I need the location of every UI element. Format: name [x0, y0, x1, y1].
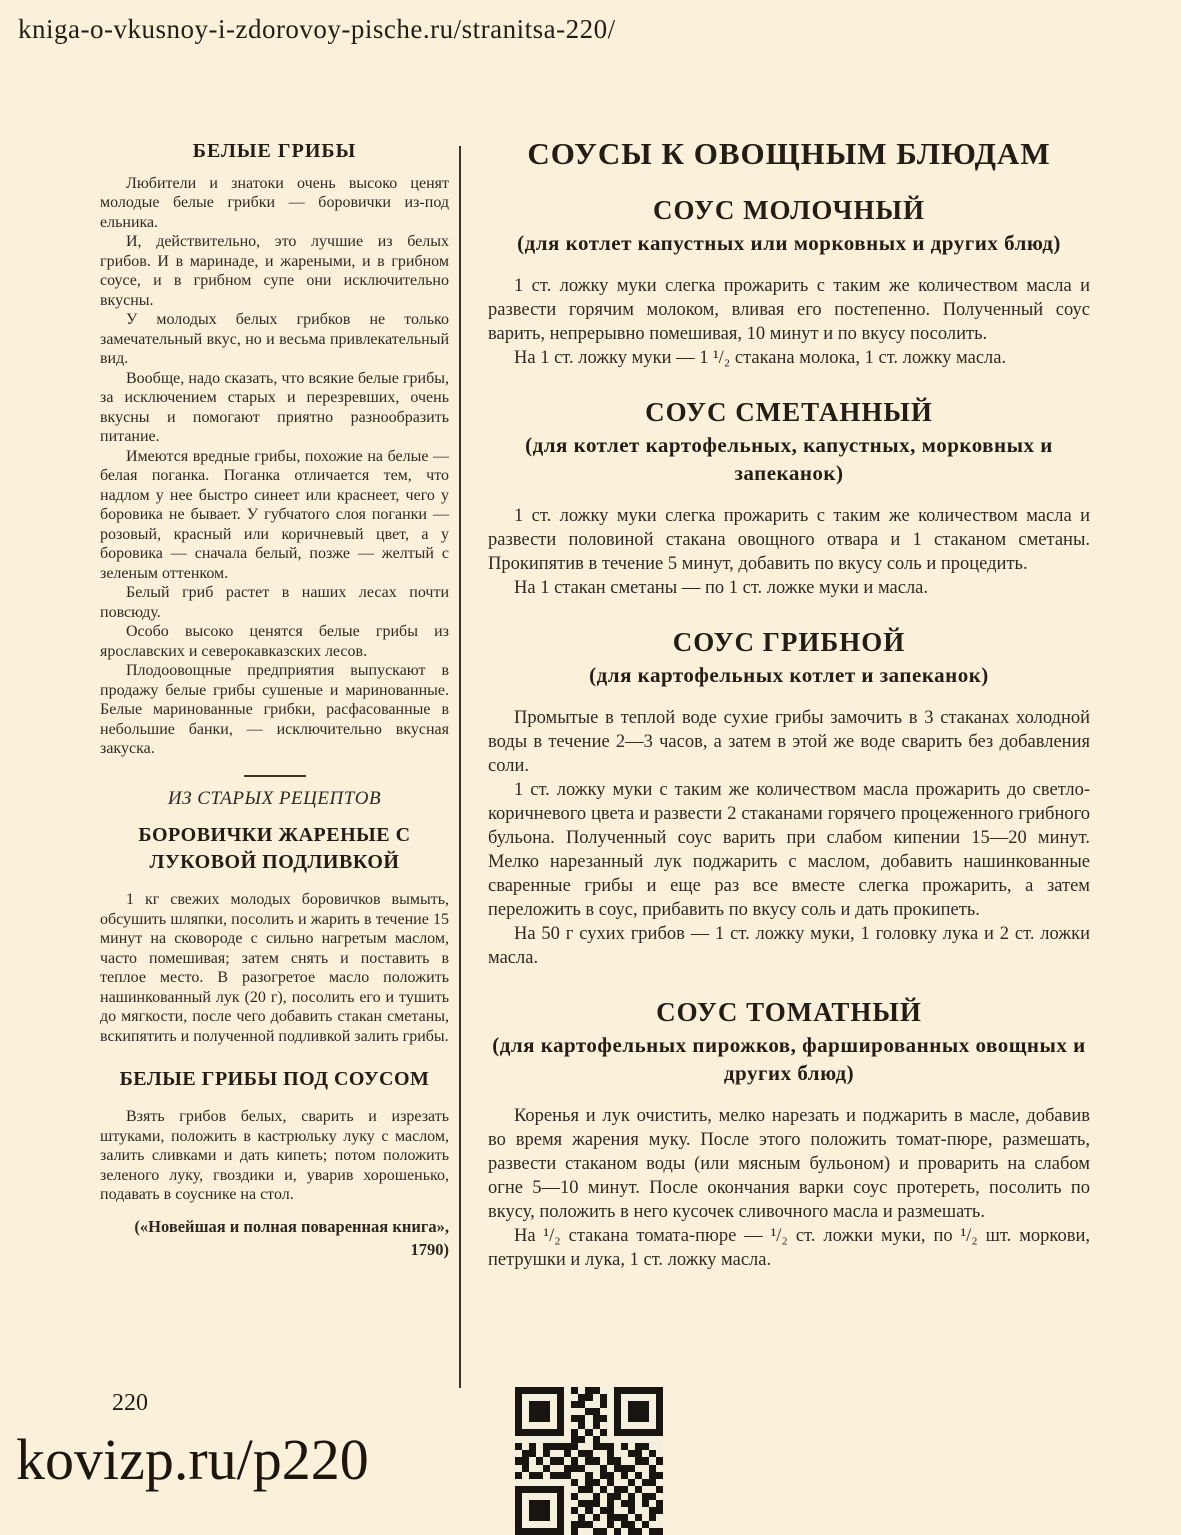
recipe-title-fried-porcini: БОРОВИЧКИ ЖАРЕНЫЕ С ЛУКОВОЙ ПОДЛИВКОЙ	[138, 824, 411, 873]
paragraph: 1 ст. ложку муки с таким же количеством масла прожарить до светло-коричневого цвета и развести 2 стаканами горячего процеженного грибного бульона. Полученный соус варить при слабом кипении 15—20 минут. Мелко нарезанный лук поджарить с маслом, добавить нашинкованные сваренные грибы и еще раз все вместе слегка прожарить, а затем переложить в соус, прибавить по вкусу соль и дать прокипеть.	[488, 779, 1090, 920]
paragraph: Вообще, надо сказать, что всякие белые грибы, за исключением старых и перезревших, очень вкусны и помогают приятно разнообразить питание.	[100, 369, 449, 445]
paragraph: Промытые в теплой воде сухие грибы замочить в 3 стаканах холодной воды в течение 2—3 часов, а затем в этой же воде сварить без добавления соли.	[488, 707, 1090, 776]
section-divider	[244, 775, 306, 777]
left-column	[100, 142, 449, 1262]
paragraph: 1 ст. ложку муки слегка прожарить с таким же количеством масла и развести половиной стакана овощного отвара и 1 стаканом сметаны. Прокипятив в течение 5 минут, добавить по вкусу соль и процедить.	[488, 505, 1090, 574]
paragraph: Коренья и лук очистить, мелко нарезать и поджарить в масле, добавив во время жарения муку. После этого положить томат-пюре, размешать, развести стаканом воды (или мясным бульоном) и проварить на слабом огне 5—10 минут. После окончания варки соус протереть, посолить по вкусу, положить в него кусочек сливочного масла и размешать.	[488, 1105, 1090, 1222]
paragraph: Особо высоко ценятся белые грибы из ярославских и северокавказских лесов.	[100, 623, 449, 660]
recipe-body: Взять грибов белых, сварить и изрезать штуками, положить в кастрюльку луку с маслом, залить сливками и дать кипеть; потом положить зеленого луку, гвоздики и, уварив хорошенько, подавать в соуснике на стол.	[100, 1108, 449, 1203]
section-title: СОУС МОЛОЧНЫЙ	[653, 194, 925, 225]
paragraph: У молодых белых грибков не только замечательный вкус, но и весьма привлекательный вид.	[100, 311, 449, 367]
section-subtitle: (для картофельных котлет и запеканок)	[589, 662, 989, 687]
paragraph: Плодоовощные предприятия выпускают в продажу белые грибы сушеные и маринованные. Белые маринованные грибки, расфасованные в небольшие банки, — исключительно вкусная закуска.	[100, 662, 449, 757]
old-recipes-label: ИЗ СТАРЫХ РЕЦЕПТОВ	[167, 787, 382, 809]
paragraph: 1 ст. ложку муки слегка прожарить с таким же количеством масла и развести горячим молоком, вливая его постепенно. Полученный соус варить, непрерывно помешивая, 10 минут и по вкусу посолить.	[488, 275, 1090, 344]
section-subtitle: (для картофельных пирожков, фаршированных овощных и других блюд)	[492, 1033, 1086, 1085]
section-title: СОУС ТОМАТНЫЙ	[656, 996, 922, 1027]
page-url-header: kniga-o-vkusnoy-i-zdorovoy-pische.ru/stranitsa-220/	[18, 14, 616, 44]
column-divider	[459, 146, 461, 1388]
paragraph: На ¹/₂ стакана томата-пюре — ¹/₂ ст. ложки муки, по ¹/₂ шт. моркови, петрушки и лука, 1 ст. ложку масла.	[488, 1225, 1090, 1270]
section-title: СОУС ГРИБНОЙ	[672, 626, 906, 657]
section-subtitle: (для котлет картофельных, капустных, морковных и запеканок)	[525, 433, 1053, 485]
section-title: СОУС СМЕТАННЫЙ	[645, 396, 933, 427]
right-column	[488, 136, 1090, 1298]
paragraph: И, действительно, это лучшие из белых грибов. И в маринаде, и жареными, и в грибном соусе, и в грибном супе они исключительно вкусны.	[100, 233, 449, 309]
paragraph: Имеются вредные грибы, похожие на белые — белая поганка. Поганка отличается тем, что надлом у нее быстро синеет или краснеет, чего у боровика не бывает. У губчатого слоя поганки — розовый, красный или коричневый цвет, а у боровика — сначала белый, позже — желтый с зеленым оттенком.	[100, 447, 449, 582]
recipe-attribution: («Новейшая и полная поваренная книга», 1790)	[134, 1216, 449, 1260]
qr-code-icon	[515, 1387, 663, 1535]
sauce-section-tomato	[488, 996, 1090, 1272]
paragraph: Любители и знатоки очень высоко ценят молодые белые грибки — боровички из-под ельника.	[100, 174, 449, 231]
paragraph: Белый гриб растет в наших лесах почти повсюду.	[100, 584, 449, 621]
section-subtitle: (для котлет капустных или морковных и других блюд)	[517, 231, 1061, 256]
paragraph: На 1 ст. ложку муки — 1 ¹/₂ стакана молока, 1 ст. ложку масла.	[514, 347, 1007, 368]
page-number: 220	[112, 1390, 148, 1416]
recipe-title-porcini-in-sauce: БЕЛЫЕ ГРИБЫ ПОД СОУСОМ	[119, 1068, 430, 1090]
sauce-section-smetana	[488, 396, 1090, 600]
sauce-section-milk	[488, 194, 1090, 370]
paragraph: На 1 стакан сметаны — по 1 ст. ложке муки и масла.	[514, 577, 929, 598]
sauce-section-mushroom	[488, 626, 1090, 970]
paragraph: На 50 г сухих грибов — 1 ст. ложку муки, 1 головку лука и 2 ст. ложки масла.	[488, 923, 1090, 968]
right-column-title: СОУСЫ К ОВОЩНЫМ БЛЮДАМ	[527, 136, 1051, 171]
footer-short-url: kovizp.ru/p220	[16, 1427, 369, 1492]
left-column-title: БЕЛЫЕ ГРИБЫ	[192, 140, 357, 162]
recipe-body: 1 кг свежих молодых боровичков вымыть, обсушить шляпки, посолить и жарить в течение 15 минут на сковороде с сильно нагретым маслом, часто помешивая; затем снять и поставить в теплое место. В разогретое масло положить нашинкованный лук (20 г), посолить его и тушить до мягкости, после чего добавить стакан сметаны, вскипятить и полученной подливкой залить грибы.	[100, 891, 449, 1045]
